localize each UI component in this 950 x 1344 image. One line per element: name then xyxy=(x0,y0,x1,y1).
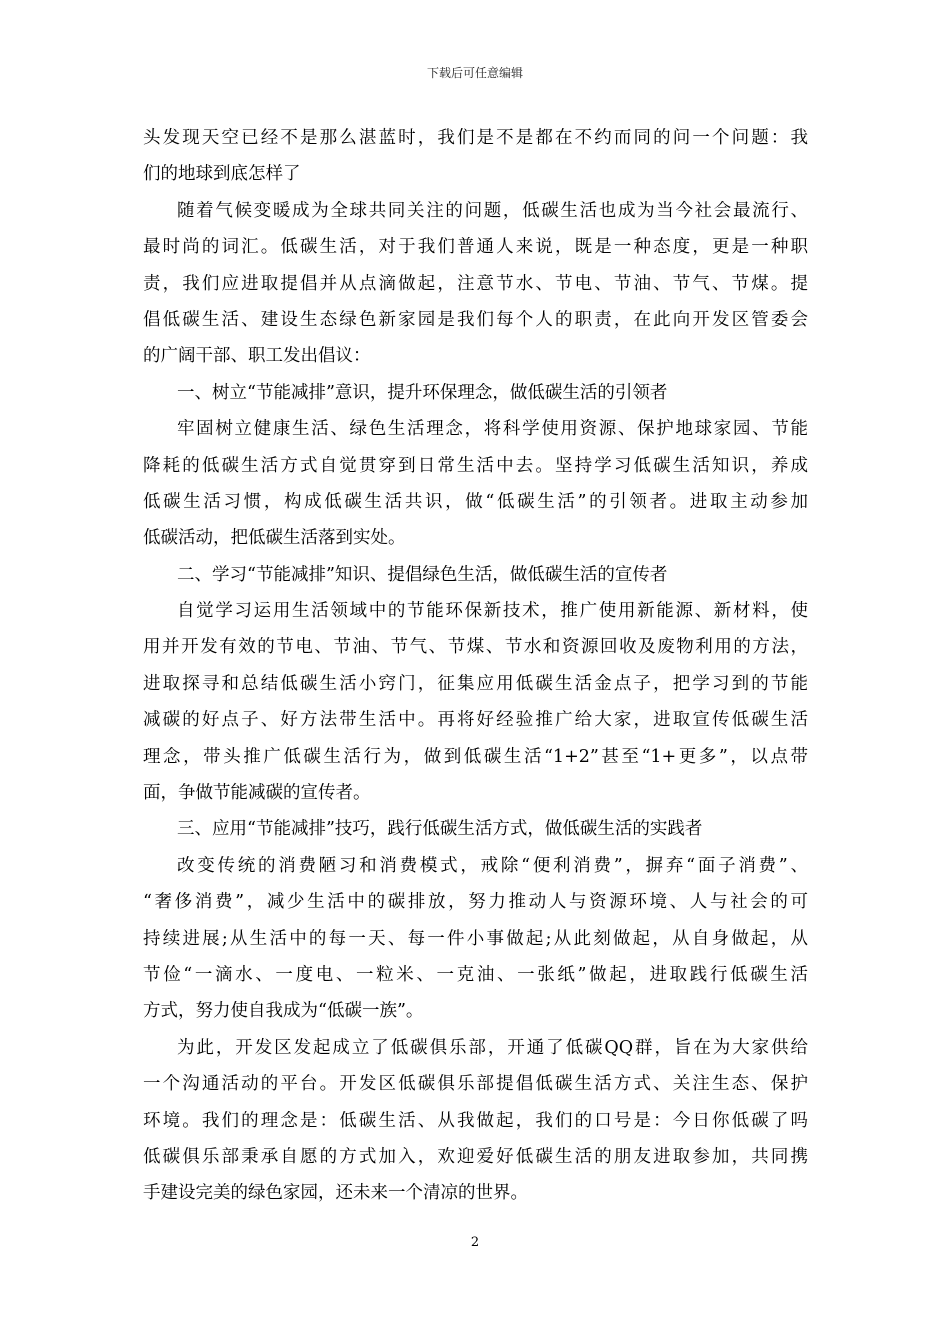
section-heading: 三、应用“节能减排”技巧，践行低碳生活方式，做低碳生活的实践者 xyxy=(177,819,703,840)
document-body xyxy=(143,120,808,1212)
text-line: 面，争做节能减碳的宣传者。 xyxy=(143,783,371,804)
text-line: 们的地球到底怎样了 xyxy=(143,164,301,185)
text-line: 改变传统的消费陋习和消费模式，戒除“便利消费”，摒弃“面子消费”、 xyxy=(177,855,808,876)
text-line: 节俭“一滴水、一度电、一粒米、一克油、一张纸”做起，进取践行低碳生活 xyxy=(143,964,808,985)
text-line: “奢侈消费”，减少生活中的碳排放，努力推动人与资源环境、人与社会的可 xyxy=(143,892,808,913)
text-line: 低碳生活习惯，构成低碳生活共识，做“低碳生活”的引领者。进取主动参加 xyxy=(143,491,808,512)
text-line: 一个沟通活动的平台。开发区低碳俱乐部提倡低碳生活方式、关注生态、保护 xyxy=(143,1074,808,1095)
text-line: 进取探寻和总结低碳生活小窍门，征集应用低碳生活金点子，把学习到的节能 xyxy=(143,673,808,694)
text-line: 理念，带头推广低碳生活行为，做到低碳生活“1+2”甚至“1+更多”，以点带 xyxy=(143,746,808,767)
text-line: 持续进展;从生活中的每一天、每一件小事做起;从此刻做起，从自身做起，从 xyxy=(143,928,808,949)
text-line: 头发现天空已经不是那么湛蓝时，我们是不是都在不约而同的问一个问题：我 xyxy=(143,128,808,148)
text-line: 降耗的低碳生活方式自觉贯穿到日常生活中去。坚持学习低碳生活知识，养成 xyxy=(143,455,808,476)
text-line: 牢固树立健康生活、绿色生活理念，将科学使用资源、保护地球家园、节能 xyxy=(177,419,808,440)
text-line: 手建设完美的绿色家园，还未来一个清凉的世界。 xyxy=(143,1183,528,1204)
page-header: 下载后可任意编辑 xyxy=(426,66,523,80)
text-line: 为此，开发区发起成立了低碳俱乐部，开通了低碳QQ群，旨在为大家供给 xyxy=(177,1037,808,1058)
text-line: 的广阔干部、职工发出倡议： xyxy=(143,346,371,367)
text-line: 减碳的好点子、好方法带生活中。再将好经验推广给大家，进取宣传低碳生活 xyxy=(143,710,808,731)
text-line: 最时尚的词汇。低碳生活，对于我们普通人来说，既是一种态度，更是一种职 xyxy=(143,237,808,258)
section-heading: 二、学习“节能减排”知识、提倡绿色生活，做低碳生活的宣传者 xyxy=(177,564,668,585)
text-line: 倡低碳生活、建设生态绿色新家园是我们每个人的职责，在此向开发区管委会 xyxy=(143,309,808,330)
text-line: 低碳俱乐部秉承自愿的方式加入，欢迎爱好低碳生活的朋友进取参加，共同携 xyxy=(143,1146,808,1167)
text-line: 用并开发有效的节电、节油、节气、节煤、节水和资源回收及废物利用的方法， xyxy=(143,637,808,658)
page-number: 2 xyxy=(470,1235,480,1250)
text-line: 环境。我们的理念是：低碳生活、从我做起，我们的口号是：今日你低碳了吗 xyxy=(143,1110,808,1131)
text-line: 自觉学习运用生活领域中的节能环保新技术，推广使用新能源、新材料，使 xyxy=(177,601,808,622)
text-line: 责，我们应进取提倡并从点滴做起，注意节水、节电、节油、节气、节煤。提 xyxy=(143,273,808,294)
section-heading: 一、树立“节能减排”意识，提升环保理念，做低碳生活的引领者 xyxy=(177,382,668,403)
text-line: 随着气候变暖成为全球共同关注的问题，低碳生活也成为当今社会最流行、 xyxy=(177,200,808,221)
text-line: 低碳活动，把低碳生活落到实处。 xyxy=(143,528,406,549)
text-line: 方式，努力使自我成为“低碳一族”。 xyxy=(143,1001,424,1022)
